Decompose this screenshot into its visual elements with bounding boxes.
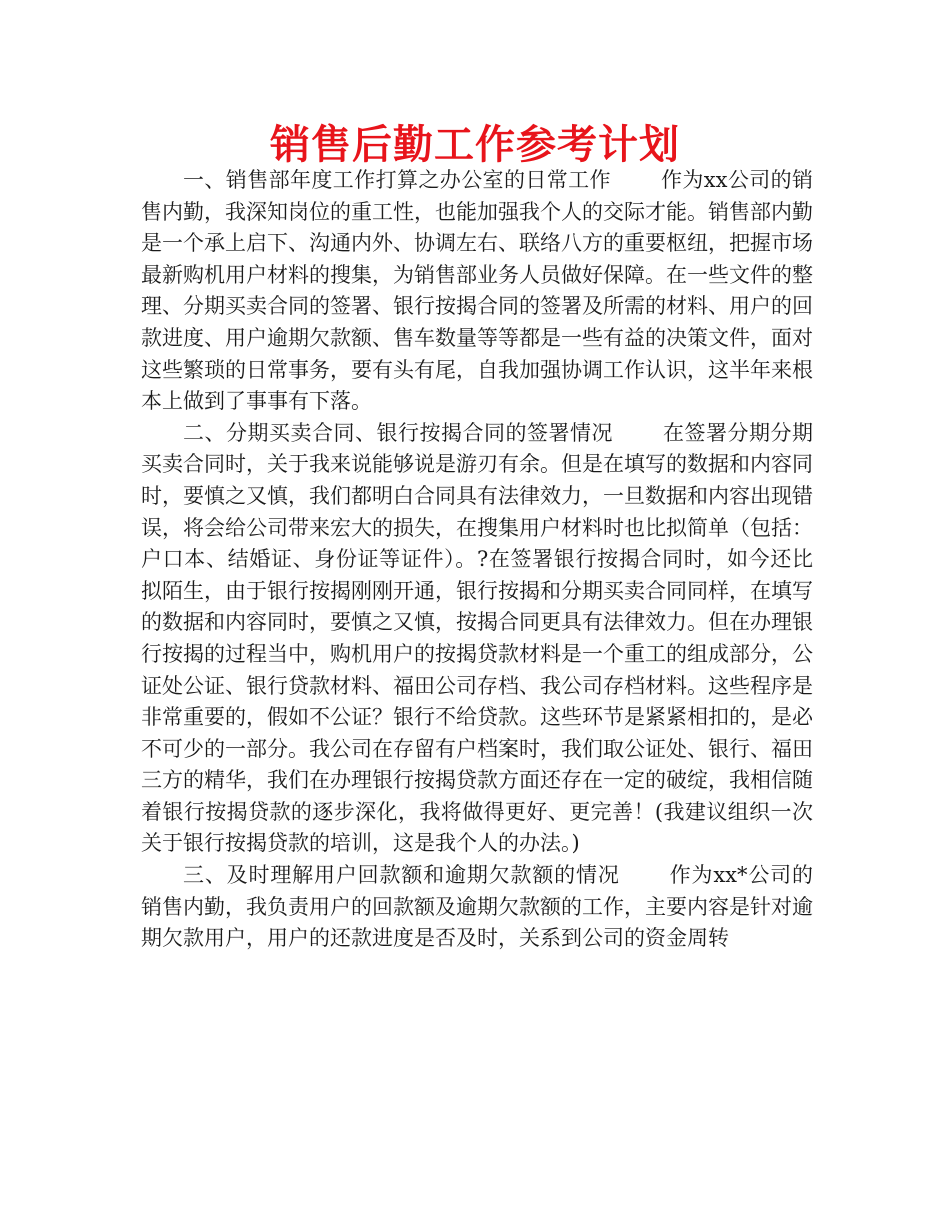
paragraph-2 bbox=[141, 418, 813, 860]
paragraph-3-heading: 三、及时理解用户回款额和逾期欠款额的情况 bbox=[183, 863, 620, 888]
paragraph-3 bbox=[141, 860, 813, 955]
paragraph-2-heading: 二、分期买卖合同、银行按揭合同的签署情况 bbox=[183, 420, 613, 445]
paragraph-1-text: 作为xx公司的销售内勤，我深知岗位的重工性，也能加强我个人的交际才能。销售部内勤是一个承上启下、沟通内外、协调左右、联络八方的重要枢纽，把握市场最新购机用户材料的搜集，为销售部业务人员做好保障。在一些文件的整理、分期买卖合同的签署、银行按揭合同的签署及所需的材料、用户的回款进度、用户逾期欠款额、售车数量等等都是一些有益的决策文件，面对这些繁琐的日常事务，要有头有尾，自我加强协调工作认识，这半年来根本上做到了事事有下落。 bbox=[141, 168, 814, 414]
paragraph-2-text: 在签署分期分期买卖合同时，关于我来说能够说是游刃有余。但是在填写的数据和内容同时，要慎之又慎，我们都明白合同具有法律效力，一旦数据和内容出现错误，将会给公司带来宏大的损失，在搜集用户材料时也比拟简单（包括：户口本、结婚证、身份证等证件）。?在签署银行按揭合同时，如今还比拟陌生，由于银行按揭刚刚开通，银行按揭和分期买卖合同同样，在填写的数据和内容同时，要慎之又慎，按揭合同更具有法律效力。但在办理银行按揭的过程当中，购机用户的按揭贷款材料是一个重工的组成部分，公证处公证、银行贷款材料、福田公司存档、我公司存档材料。这些程序是非常重要的，假如不公证？银行不给贷款。这些环节是紧紧相扣的，是必不可少的一部分。我公司在存留有户档案时，我们取公证处、银行、福田三方的精华，我们在办理银行按揭贷款方面还存在一定的破绽，我相信随着银行按揭贷款的逐步深化，我将做得更好、更完善！(我建议组织一次关于银行按揭贷款的培训，这是我个人的办法。) bbox=[141, 420, 813, 856]
paragraph-3-text: 作为xx*公司的销售内勤，我负责用户的回款额及逾期欠款额的工作，主要内容是针对逾期欠款用户，用户的还款进度是否及时，关系到公司的资金周转 bbox=[141, 863, 814, 951]
paragraph-1-heading: 一、销售部年度工作打算之办公室的日常工作 bbox=[183, 168, 611, 192]
document-title: 销售后勤工作参考计划 bbox=[270, 122, 680, 168]
paragraph-1 bbox=[141, 165, 813, 418]
document-body bbox=[141, 165, 813, 955]
